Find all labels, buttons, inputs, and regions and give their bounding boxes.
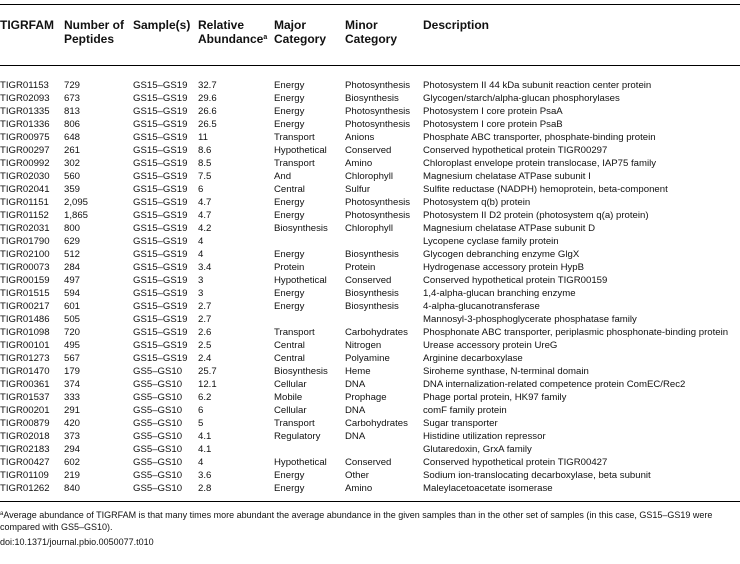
cell-samples: GS15–GS19: [133, 301, 188, 312]
cell-minor-category: Photosynthesis: [345, 119, 411, 130]
cell-tigrfam: TIGR01273: [0, 353, 50, 364]
cell-tigrfam: TIGR01152: [0, 210, 49, 221]
cell-samples: GS15–GS19: [133, 262, 188, 273]
table-body: [0, 79, 740, 495]
table-row: [0, 196, 740, 209]
header-description: [423, 18, 489, 32]
table-row: [0, 144, 740, 157]
cell-major-category: Hypothetical: [274, 145, 327, 156]
cell-samples: GS15–GS19: [133, 288, 188, 299]
table-row: [0, 131, 740, 144]
cell-minor-category: Photosynthesis: [345, 210, 411, 221]
cell-minor-category: Carbohydrates: [345, 418, 408, 429]
cell-minor-category: Biosynthesis: [345, 288, 399, 299]
cell-major-category: And: [274, 171, 292, 182]
cell-samples: GS5–GS10: [133, 444, 183, 455]
table-row: [0, 248, 740, 261]
cell-tigrfam: TIGR02041: [0, 184, 50, 195]
cell-relative-abundance: 2.4: [198, 353, 212, 364]
header-samples: [133, 18, 190, 32]
cell-relative-abundance: 25.7: [198, 366, 217, 377]
cell-samples: GS5–GS10: [133, 392, 183, 403]
cell-samples: GS15–GS19: [133, 249, 188, 260]
cell-relative-abundance: 4.1: [198, 444, 212, 455]
cell-description: Urease accessory protein UreG: [423, 340, 558, 351]
cell-tigrfam: TIGR00217: [0, 301, 50, 312]
cell-tigrfam: TIGR00297: [0, 145, 50, 156]
cell-description: Glutaredoxin, GrxA family: [423, 444, 532, 455]
cell-tigrfam: TIGR01335: [0, 106, 50, 117]
cell-peptides: 800: [64, 223, 81, 234]
cell-description: Glycogen debranching enzyme GlgX: [423, 249, 580, 260]
cell-tigrfam: TIGR00427: [0, 457, 50, 468]
cell-major-category: Energy: [274, 80, 305, 91]
cell-samples: GS15–GS19: [133, 223, 188, 234]
cell-tigrfam: TIGR01486: [0, 314, 50, 325]
cell-samples: GS15–GS19: [133, 340, 188, 351]
table-footnote: [0, 509, 740, 533]
cell-minor-category: Photosynthesis: [345, 80, 411, 91]
cell-peptides: 219: [64, 470, 81, 481]
cell-minor-category: Protein: [345, 262, 376, 273]
cell-tigrfam: TIGR01790: [0, 236, 50, 247]
cell-description: Sodium ion-translocating decarboxylase, beta subunit: [423, 470, 651, 481]
cell-major-category: Energy: [274, 210, 305, 221]
cell-minor-category: Conserved: [345, 275, 392, 286]
cell-tigrfam: TIGR02031: [0, 223, 50, 234]
cell-samples: GS15–GS19: [133, 171, 188, 182]
cell-relative-abundance: 7.5: [198, 171, 212, 182]
cell-major-category: Hypothetical: [274, 275, 327, 286]
cell-minor-category: Amino: [345, 158, 373, 169]
table-row: [0, 209, 740, 222]
cell-samples: GS15–GS19: [133, 93, 188, 104]
cell-minor-category: Heme: [345, 366, 371, 377]
cell-samples: GS5–GS10: [133, 470, 183, 481]
cell-samples: GS15–GS19: [133, 132, 188, 143]
cell-samples: GS15–GS19: [133, 106, 188, 117]
cell-description: 1,4-alpha-glucan branching enzyme: [423, 288, 576, 299]
cell-relative-abundance: 6.2: [198, 392, 212, 403]
cell-minor-category: Prophage: [345, 392, 387, 403]
cell-minor-category: Carbohydrates: [345, 327, 408, 338]
header-tigrfam: [0, 18, 54, 32]
cell-samples: GS5–GS10: [133, 366, 183, 377]
cell-major-category: Central: [274, 353, 305, 364]
cell-tigrfam: TIGR00992: [0, 158, 50, 169]
cell-samples: GS15–GS19: [133, 314, 188, 325]
cell-description: Sugar transporter: [423, 418, 498, 429]
cell-samples: GS15–GS19: [133, 210, 188, 221]
cell-samples: GS15–GS19: [133, 184, 188, 195]
table-row: [0, 456, 740, 469]
table-top-rule: [0, 4, 740, 5]
cell-peptides: 567: [64, 353, 81, 364]
header-number-of-peptides: [64, 18, 124, 46]
cell-major-category: Energy: [274, 119, 305, 130]
cell-description: Hydrogenase accessory protein HypB: [423, 262, 585, 273]
cell-minor-category: Conserved: [345, 145, 392, 156]
cell-samples: GS15–GS19: [133, 145, 188, 156]
header-tigrfam-text: TIGRFAM: [0, 18, 54, 32]
cell-tigrfam: TIGR00361: [0, 379, 50, 390]
cell-major-category: Cellular: [274, 379, 307, 390]
table-header-rule: [0, 65, 740, 66]
cell-peptides: 512: [64, 249, 81, 260]
cell-minor-category: Biosynthesis: [345, 93, 399, 104]
cell-peptides: 495: [64, 340, 81, 351]
cell-minor-category: Anions: [345, 132, 375, 143]
cell-relative-abundance: 2.7: [198, 314, 212, 325]
cell-major-category: Energy: [274, 249, 305, 260]
cell-minor-category: Biosynthesis: [345, 249, 399, 260]
cell-samples: GS5–GS10: [133, 405, 183, 416]
cell-relative-abundance: 3: [198, 288, 204, 299]
cell-relative-abundance: 4: [198, 236, 204, 247]
cell-major-category: Energy: [274, 288, 305, 299]
cell-samples: GS15–GS19: [133, 236, 188, 247]
cell-samples: GS5–GS10: [133, 431, 183, 442]
cell-peptides: 813: [64, 106, 81, 117]
cell-major-category: Energy: [274, 483, 305, 494]
cell-peptides: 806: [64, 119, 81, 130]
cell-relative-abundance: 3: [198, 275, 204, 286]
cell-samples: GS5–GS10: [133, 457, 183, 468]
cell-major-category: Energy: [274, 106, 305, 117]
cell-peptides: 505: [64, 314, 81, 325]
footnote-mark: a: [0, 511, 4, 517]
cell-minor-category: Sulfur: [345, 184, 371, 195]
table-header: [0, 18, 740, 64]
cell-minor-category: Photosynthesis: [345, 106, 411, 117]
cell-description: Maleylacetoacetate isomerase: [423, 483, 553, 494]
cell-description: Conserved hypothetical protein TIGR00159: [423, 275, 608, 286]
cell-peptides: 294: [64, 444, 81, 455]
cell-peptides: 560: [64, 171, 81, 182]
cell-tigrfam: TIGR00975: [0, 132, 50, 143]
header-minor-category: [345, 18, 397, 46]
cell-description: Magnesium chelatase ATPase subunit I: [423, 171, 591, 182]
header-description-text: Description: [423, 18, 490, 32]
cell-description: 4-alpha-glucanotransferase: [423, 301, 540, 312]
cell-major-category: Regulatory: [274, 431, 321, 442]
cell-peptides: 374: [64, 379, 81, 390]
cell-samples: GS5–GS10: [133, 418, 183, 429]
cell-relative-abundance: 6: [198, 184, 204, 195]
cell-description: Photosystem II D2 protein (photosystem q(a) protein): [423, 210, 649, 221]
table-row: [0, 391, 740, 404]
header-minor-line2: Category: [345, 32, 398, 46]
cell-samples: GS15–GS19: [133, 158, 188, 169]
cell-major-category: Transport: [274, 418, 315, 429]
cell-minor-category: DNA: [345, 431, 366, 442]
cell-relative-abundance: 26.6: [198, 106, 217, 117]
cell-peptides: 497: [64, 275, 81, 286]
cell-major-category: Central: [274, 184, 305, 195]
table-row: [0, 469, 740, 482]
cell-tigrfam: TIGR01153: [0, 80, 49, 91]
table-row: [0, 365, 740, 378]
cell-relative-abundance: 5: [198, 418, 204, 429]
header-major-category: [274, 18, 326, 46]
table-row: [0, 352, 740, 365]
cell-tigrfam: TIGR01262: [0, 483, 50, 494]
cell-relative-abundance: 3.4: [198, 262, 212, 273]
cell-minor-category: Polyamine: [345, 353, 390, 364]
table-row: [0, 261, 740, 274]
header-major-line1: Major: [274, 18, 307, 32]
cell-description: Photosystem q(b) protein: [423, 197, 531, 208]
cell-relative-abundance: 6: [198, 405, 204, 416]
cell-peptides: 2,095: [64, 197, 89, 208]
cell-samples: GS15–GS19: [133, 119, 188, 130]
cell-tigrfam: TIGR02018: [0, 431, 50, 442]
cell-peptides: 602: [64, 457, 81, 468]
cell-description: Mannosyl-3-phosphoglycerate phosphatase family: [423, 314, 637, 325]
cell-tigrfam: TIGR02183: [0, 444, 50, 455]
footnote-text: Average abundance of TIGRFAM is that many times more abundant the average abundance in the given samples than in the other set of samples (in this case, GS15–GS19 were compared with GS5–GS10).: [0, 510, 713, 532]
cell-description: Histidine utilization repressor: [423, 431, 546, 442]
cell-tigrfam: TIGR01098: [0, 327, 50, 338]
footnote-marker: a: [263, 34, 268, 41]
table-bottom-rule: [0, 501, 740, 502]
cell-samples: GS15–GS19: [133, 275, 188, 286]
cell-tigrfam: TIGR01336: [0, 119, 50, 130]
cell-description: Photosystem II 44 kDa subunit reaction center protein: [423, 80, 652, 91]
cell-description: Conserved hypothetical protein TIGR00427: [423, 457, 608, 468]
cell-relative-abundance: 4: [198, 457, 204, 468]
cell-relative-abundance: 26.5: [198, 119, 217, 130]
cell-description: Phage portal protein, HK97 family: [423, 392, 567, 403]
cell-peptides: 629: [64, 236, 81, 247]
cell-description: Arginine decarboxylase: [423, 353, 523, 364]
cell-major-category: Energy: [274, 301, 305, 312]
cell-minor-category: DNA: [345, 379, 366, 390]
cell-relative-abundance: 4.2: [198, 223, 212, 234]
cell-tigrfam: TIGR00159: [0, 275, 50, 286]
cell-minor-category: Conserved: [345, 457, 392, 468]
cell-minor-category: Photosynthesis: [345, 197, 411, 208]
cell-relative-abundance: 4.1: [198, 431, 212, 442]
cell-tigrfam: TIGR01537: [0, 392, 50, 403]
cell-major-category: Mobile: [274, 392, 303, 403]
cell-peptides: 840: [64, 483, 81, 494]
table-row: [0, 183, 740, 196]
cell-peptides: 359: [64, 184, 81, 195]
cell-peptides: 284: [64, 262, 81, 273]
table-row: [0, 92, 740, 105]
cell-peptides: 302: [64, 158, 81, 169]
cell-tigrfam: TIGR01151: [0, 197, 49, 208]
cell-relative-abundance: 8.6: [198, 145, 212, 156]
cell-major-category: Protein: [274, 262, 305, 273]
header-major-line2: Category: [274, 32, 327, 46]
cell-relative-abundance: 2.7: [198, 301, 212, 312]
cell-peptides: 601: [64, 301, 81, 312]
cell-tigrfam: TIGR00073: [0, 262, 50, 273]
cell-peptides: 594: [64, 288, 81, 299]
cell-tigrfam: TIGR02030: [0, 171, 50, 182]
table-row: [0, 378, 740, 391]
cell-peptides: 261: [64, 145, 81, 156]
cell-samples: GS5–GS10: [133, 379, 183, 390]
cell-peptides: 673: [64, 93, 81, 104]
cell-description: Siroheme synthase, N-terminal domain: [423, 366, 589, 377]
cell-major-category: Cellular: [274, 405, 307, 416]
cell-relative-abundance: 2.8: [198, 483, 212, 494]
cell-peptides: 720: [64, 327, 81, 338]
table-row: [0, 105, 740, 118]
cell-samples: GS15–GS19: [133, 197, 188, 208]
cell-relative-abundance: 12.1: [198, 379, 217, 390]
cell-samples: GS15–GS19: [133, 327, 188, 338]
header-relative-line1: Relative: [198, 18, 245, 32]
header-peptides-line1: Number of: [64, 18, 124, 32]
cell-relative-abundance: 4.7: [198, 210, 212, 221]
table-row: [0, 157, 740, 170]
cell-relative-abundance: 2.5: [198, 340, 212, 351]
cell-relative-abundance: 4: [198, 249, 204, 260]
table-row: [0, 287, 740, 300]
cell-major-category: Biosynthesis: [274, 366, 328, 377]
cell-peptides: 729: [64, 80, 81, 91]
cell-description: Conserved hypothetical protein TIGR00297: [423, 145, 608, 156]
cell-peptides: 333: [64, 392, 81, 403]
cell-description: Glycogen/starch/alpha-glucan phosphorylases: [423, 93, 620, 104]
cell-tigrfam: TIGR00101: [0, 340, 50, 351]
cell-description: Phosphate ABC transporter, phosphate-binding protein: [423, 132, 656, 143]
table-row: [0, 417, 740, 430]
cell-description: Phosphonate ABC transporter, periplasmic phosphonate-binding protein: [423, 327, 729, 338]
cell-description: Sulfite reductase (NADPH) hemoprotein, beta-component: [423, 184, 668, 195]
table-row: [0, 404, 740, 417]
cell-tigrfam: TIGR01515: [0, 288, 50, 299]
cell-description: DNA internalization-related competence protein ComEC/Rec2: [423, 379, 686, 390]
cell-minor-category: Other: [345, 470, 369, 481]
cell-tigrfam: TIGR00201: [0, 405, 50, 416]
table-row: [0, 235, 740, 248]
cell-major-category: Energy: [274, 470, 305, 481]
table-row: [0, 274, 740, 287]
cell-major-category: Transport: [274, 132, 315, 143]
cell-major-category: Hypothetical: [274, 457, 327, 468]
cell-peptides: 1,865: [64, 210, 89, 221]
table-row: [0, 339, 740, 352]
cell-minor-category: Chlorophyll: [345, 171, 393, 182]
cell-relative-abundance: 32.7: [198, 80, 217, 91]
cell-peptides: 420: [64, 418, 81, 429]
table-row: [0, 300, 740, 313]
cell-samples: GS15–GS19: [133, 353, 188, 364]
cell-description: Photosystem I core protein PsaB: [423, 119, 563, 130]
table-row: [0, 79, 740, 92]
cell-peptides: 648: [64, 132, 81, 143]
cell-relative-abundance: 3.6: [198, 470, 212, 481]
cell-peptides: 291: [64, 405, 81, 416]
header-samples-text: Sample(s): [133, 18, 191, 32]
cell-major-category: Transport: [274, 327, 315, 338]
header-peptides-line2: Peptides: [64, 32, 115, 46]
cell-description: Magnesium chelatase ATPase subunit D: [423, 223, 596, 234]
cell-minor-category: DNA: [345, 405, 366, 416]
cell-tigrfam: TIGR02093: [0, 93, 50, 104]
cell-description: Photosystem I core protein PsaA: [423, 106, 563, 117]
cell-relative-abundance: 4.7: [198, 197, 212, 208]
cell-description: comF family protein: [423, 405, 507, 416]
cell-peptides: 179: [64, 366, 81, 377]
cell-major-category: Biosynthesis: [274, 223, 328, 234]
header-relative-line2: Abundance: [198, 32, 264, 46]
cell-description: Lycopene cyclase family protein: [423, 236, 559, 247]
cell-major-category: Energy: [274, 93, 305, 104]
cell-tigrfam: TIGR01470: [0, 366, 50, 377]
table-row: [0, 222, 740, 235]
doi-line: doi:10.1371/journal.pbio.0050077.t010: [0, 537, 154, 547]
table-row: [0, 326, 740, 339]
cell-major-category: Transport: [274, 158, 315, 169]
cell-relative-abundance: 11: [198, 132, 208, 143]
cell-minor-category: Biosynthesis: [345, 301, 399, 312]
table-row: [0, 482, 740, 495]
cell-tigrfam: TIGR01109: [0, 470, 49, 481]
cell-major-category: Central: [274, 340, 305, 351]
cell-samples: GS15–GS19: [133, 80, 188, 91]
cell-minor-category: Chlorophyll: [345, 223, 393, 234]
cell-minor-category: Amino: [345, 483, 373, 494]
header-relative-abundance: [198, 18, 267, 46]
table-row: [0, 430, 740, 443]
cell-tigrfam: TIGR02100: [0, 249, 50, 260]
table-row: [0, 118, 740, 131]
cell-minor-category: Nitrogen: [345, 340, 382, 351]
header-minor-line1: Minor: [345, 18, 378, 32]
cell-samples: GS5–GS10: [133, 483, 183, 494]
cell-tigrfam: TIGR00879: [0, 418, 50, 429]
table-row: [0, 443, 740, 456]
cell-major-category: Energy: [274, 197, 305, 208]
cell-peptides: 373: [64, 431, 81, 442]
cell-relative-abundance: 2.6: [198, 327, 212, 338]
cell-description: Chloroplast envelope protein translocase, IAP75 family: [423, 158, 657, 169]
cell-relative-abundance: 29.6: [198, 93, 217, 104]
table-row: [0, 313, 740, 326]
table-row: [0, 170, 740, 183]
cell-relative-abundance: 8.5: [198, 158, 212, 169]
